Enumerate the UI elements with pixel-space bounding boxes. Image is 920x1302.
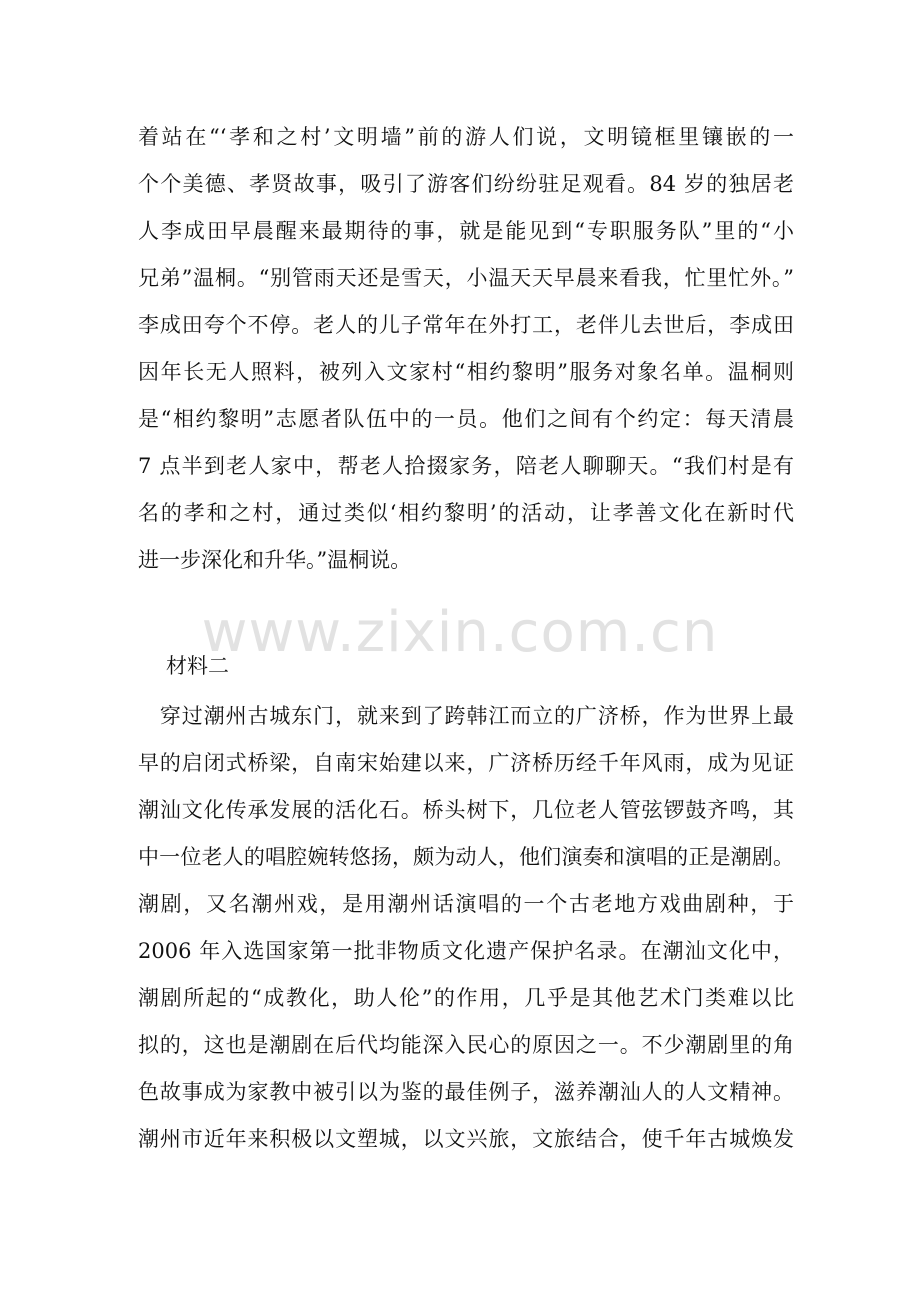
paragraph-line: 穿过潮州古城东门，就来到了跨韩江而立的广济桥，作为世界上最 <box>138 704 794 728</box>
paragraph-line: 李成田夸个不停。老人的儿子常年在外打工，老伴儿去世后，李成田 <box>138 313 794 337</box>
paragraph-line: 7 点半到老人家中，帮老人拾掇家务，陪老人聊聊天。“我们村是有 <box>138 454 794 478</box>
watermark: www.zixin.com.cn <box>201 600 719 665</box>
paragraph-line: 中一位老人的唱腔婉转悠扬，颇为动人，他们演奏和演唱的正是潮剧。 <box>138 845 794 869</box>
paragraph-line: 名的孝和之村，通过类似‘相约黎明’的活动，让孝善文化在新时代 <box>138 501 794 525</box>
paragraph-line: 着站在“‘孝和之村’文明墙”前的游人们说，文明镜框里镶嵌的一 <box>138 125 794 149</box>
paragraph-line: 因年长无人照料，被列入文家村“相约黎明”服务对象名单。温桐则 <box>138 360 794 384</box>
paragraph-line: 潮州市近年来积极以文塑城，以文兴旅，文旅结合，使千年古城焕发 <box>138 1127 794 1151</box>
section-heading: 材料二 <box>166 654 229 678</box>
paragraph-line: 兄弟”温桐。“别管雨天还是雪天，小温天天早晨来看我，忙里忙外。” <box>138 266 794 290</box>
paragraph-line: 色故事成为家教中被引以为鉴的最佳例子，滋养潮汕人的人文精神。 <box>138 1080 794 1104</box>
paragraph-line: 早的启闭式桥梁，自南宋始建以来，广济桥历经千年风雨，成为见证 <box>138 751 794 775</box>
paragraph-line: 人李成田早晨醒来最期待的事，就是能见到“专职服务队”里的“小 <box>138 219 794 243</box>
paragraph-line: 拟的，这也是潮剧在后代均能深入民心的原因之一。不少潮剧里的角 <box>138 1033 794 1057</box>
paragraph-line: 进一步深化和升华。”温桐说。 <box>138 548 412 572</box>
paragraph-line: 2006 年入选国家第一批非物质文化遗产保护名录。在潮汕文化中， <box>138 939 794 963</box>
paragraph-line: 潮剧，又名潮州戏，是用潮州话演唱的一个古老地方戏曲剧种，于 <box>138 892 794 916</box>
paragraph-line: 个个美德、孝贤故事，吸引了游客们纷纷驻足观看。84 岁的独居老 <box>138 172 794 196</box>
paragraph-line: 是“相约黎明”志愿者队伍中的一员。他们之间有个约定：每天清晨 <box>138 407 794 431</box>
paragraph-line: 潮剧所起的“成教化，助人伦”的作用，几乎是其他艺术门类难以比 <box>138 986 794 1010</box>
paragraph-line: 潮汕文化传承发展的活化石。桥头树下，几位老人管弦锣鼓齐鸣，其 <box>138 798 794 822</box>
